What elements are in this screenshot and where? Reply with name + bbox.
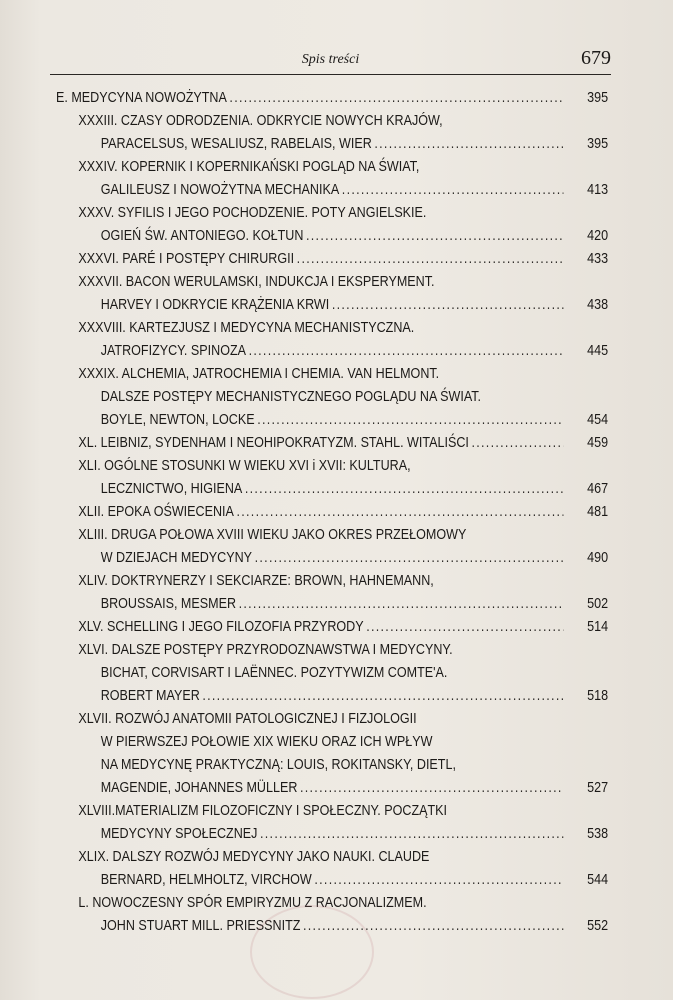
toc-entry-text: XLVI. DALSZE POSTĘPY PRZYRODOZNAWSTWA I MEDYCYNY. xyxy=(78,642,453,658)
dot-leader xyxy=(245,478,564,501)
toc-line xyxy=(56,616,608,639)
toc-page-number: 438 xyxy=(587,297,609,313)
toc-entry-text: XLIX. DALSZY ROZWÓJ MEDYCYNY JAKO NAUKI. CLAUDE xyxy=(78,849,430,865)
toc-entry-text: NA MEDYCYNĘ PRAKTYCZNĄ: LOUIS, ROKITANSKY, DIETL, xyxy=(100,757,456,773)
dot-leader xyxy=(314,869,563,892)
toc-line xyxy=(56,708,608,731)
toc-entry xyxy=(56,87,608,110)
toc-page-number: 433 xyxy=(587,251,609,267)
toc-line xyxy=(56,846,608,869)
toc-line xyxy=(56,731,608,754)
table-of-contents xyxy=(56,87,608,938)
toc-page-number: 420 xyxy=(587,228,609,244)
toc-entry-text: XXXVIII. KARTEZJUSZ I MEDYCYNA MECHANISTYCZNA. xyxy=(78,320,415,336)
dot-leader xyxy=(260,823,563,846)
dot-leader xyxy=(239,593,564,616)
dot-leader xyxy=(374,133,563,156)
toc-line xyxy=(56,685,608,708)
toc-line xyxy=(56,133,608,156)
toc-entry xyxy=(56,501,608,524)
toc-page-number: 481 xyxy=(587,504,609,520)
toc-entry-text: XLIII. DRUGA POŁOWA XVIII WIEKU JAKO OKRES PRZEŁOMOWY xyxy=(78,527,467,543)
running-header-title: Spis treści xyxy=(301,52,360,67)
dot-leader xyxy=(366,616,563,639)
toc-entry-text: W PIERWSZEJ POŁOWIE XIX WIEKU ORAZ ICH WPŁYW xyxy=(100,734,433,750)
toc-page-number: 518 xyxy=(587,688,609,704)
dot-leader xyxy=(342,179,564,202)
toc-entry-text: XLII. EPOKA OŚWIECENIA xyxy=(78,504,234,520)
toc-entry-text: XL. LEIBNIZ, SYDENHAM I NEOHIPOKRATYZM. STAHL. WITALIŚCI xyxy=(78,435,469,451)
toc-page-number: 502 xyxy=(587,596,609,612)
toc-line xyxy=(56,340,608,363)
toc-line xyxy=(56,478,608,501)
toc-line xyxy=(56,432,608,455)
toc-page-number: 395 xyxy=(587,90,609,106)
toc-line xyxy=(56,754,608,777)
toc-entry-text: DALSZE POSTĘPY MECHANISTYCZNEGO POGLĄDU NA ŚWIAT. xyxy=(100,389,482,405)
toc-line xyxy=(56,87,608,110)
toc-entry-text: W DZIEJACH MEDYCYNY xyxy=(100,550,253,566)
toc-entry-text: XXXIII. CZASY ODRODZENIA. ODKRYCIE NOWYCH KRAJÓW, xyxy=(78,113,443,129)
toc-page-number: 538 xyxy=(587,826,609,842)
toc-entry-text: XLV. SCHELLING I JEGO FILOZOFIA PRZYRODY xyxy=(78,619,364,635)
toc-line xyxy=(56,386,608,409)
toc-page-number: 490 xyxy=(587,550,609,566)
toc-entry-text: JOHN STUART MILL. PRIESSNITZ xyxy=(100,918,301,934)
toc-line xyxy=(56,202,608,225)
toc-line xyxy=(56,225,608,248)
dot-leader xyxy=(332,294,564,317)
toc-entry xyxy=(56,432,608,455)
toc-page-number: 467 xyxy=(587,481,609,497)
toc-entry-text: XLI. OGÓLNE STOSUNKI W WIEKU XVI i XVII: KULTURA, xyxy=(78,458,411,474)
dot-leader xyxy=(300,777,563,800)
toc-line xyxy=(56,156,608,179)
toc-line xyxy=(56,110,608,133)
toc-entry xyxy=(56,524,608,570)
dot-leader xyxy=(236,501,563,524)
toc-entry-text: BROUSSAIS, MESMER xyxy=(100,596,237,612)
toc-line xyxy=(56,455,608,478)
toc-page-number: 527 xyxy=(587,780,609,796)
toc-entry-text: XXXV. SYFILIS I JEGO POCHODZENIE. POTY ANGIELSKIE. xyxy=(78,205,427,221)
dot-leader xyxy=(297,248,564,271)
toc-line xyxy=(56,777,608,800)
toc-line xyxy=(56,409,608,432)
toc-entry xyxy=(56,455,608,501)
toc-entry-text: HARVEY I ODKRYCIE KRĄŻENIA KRWI xyxy=(100,297,330,313)
toc-page-number: 395 xyxy=(587,136,609,152)
toc-entry-text: LECZNICTWO, HIGIENA xyxy=(100,481,243,497)
toc-page-number: 454 xyxy=(587,412,609,428)
toc-entry-text: XLVII. ROZWÓJ ANATOMII PATOLOGICZNEJ I FIZJOLOGII xyxy=(78,711,417,727)
toc-line xyxy=(56,294,608,317)
toc-entry-text: GALILEUSZ I NOWOŻYTNA MECHANIKA xyxy=(100,182,340,198)
toc-line xyxy=(56,662,608,685)
toc-entry-text: ROBERT MAYER xyxy=(100,688,200,704)
toc-entry-text: BICHAT, CORVISART I LAËNNEC. POZYTYWIZM COMTE'A. xyxy=(100,665,448,681)
toc-page-number: 413 xyxy=(587,182,609,198)
dot-leader xyxy=(306,225,563,248)
toc-line xyxy=(56,570,608,593)
dot-leader xyxy=(202,685,563,708)
toc-line xyxy=(56,179,608,202)
toc-entry xyxy=(56,616,608,639)
toc-entry-text: MEDYCYNY SPOŁECZNEJ xyxy=(100,826,258,842)
toc-line xyxy=(56,800,608,823)
toc-entry xyxy=(56,248,608,271)
toc-entry-text: OGIEŃ ŚW. ANTONIEGO. KOŁTUN xyxy=(100,228,304,244)
toc-entry-text: XLVIII.MATERIALIZM FILOZOFICZNY I SPOŁECZNY. POCZĄTKI xyxy=(78,803,448,819)
toc-page-number: 552 xyxy=(587,918,609,934)
toc-entry xyxy=(56,202,608,248)
toc-entry-text: E. MEDYCYNA NOWOŻYTNA xyxy=(56,90,227,106)
toc-line xyxy=(56,363,608,386)
toc-line xyxy=(56,271,608,294)
toc-entry-text: L. NOWOCZESNY SPÓR EMPIRYZMU Z RACJONALIZMEM. xyxy=(78,895,427,911)
toc-page-number: 459 xyxy=(587,435,609,451)
toc-line xyxy=(56,593,608,616)
toc-entry xyxy=(56,570,608,616)
toc-entry xyxy=(56,846,608,892)
toc-page-number: 514 xyxy=(587,619,609,635)
toc-line xyxy=(56,248,608,271)
toc-line xyxy=(56,317,608,340)
dot-leader xyxy=(471,432,563,455)
faint-stamp xyxy=(250,905,374,999)
toc-page-number: 544 xyxy=(587,872,609,888)
toc-entry xyxy=(56,363,608,432)
toc-line xyxy=(56,524,608,547)
page-number: 679 xyxy=(581,47,611,69)
toc-line xyxy=(56,823,608,846)
toc-line xyxy=(56,639,608,662)
toc-entry-text: XLIV. DOKTRYNERZY I SEKCIARZE: BROWN, HAHNEMANN, xyxy=(78,573,434,589)
toc-entry xyxy=(56,317,608,363)
toc-entry xyxy=(56,271,608,317)
toc-entry xyxy=(56,800,608,846)
toc-entry-text: MAGENDIE, JOHANNES MÜLLER xyxy=(100,780,298,796)
running-header xyxy=(50,44,611,75)
toc-entry-text: JATROFIZYCY. SPINOZA xyxy=(100,343,247,359)
dot-leader xyxy=(229,87,563,110)
toc-entry xyxy=(56,156,608,202)
toc-entry xyxy=(56,110,608,156)
toc-line xyxy=(56,869,608,892)
toc-line xyxy=(56,501,608,524)
toc-page-number: 445 xyxy=(587,343,609,359)
toc-entry-text: PARACELSUS, WESALIUSZ, RABELAIS, WIER xyxy=(100,136,372,152)
dot-leader xyxy=(257,409,563,432)
toc-entry-text: BERNARD, HELMHOLTZ, VIRCHOW xyxy=(100,872,312,888)
dot-leader xyxy=(249,340,564,363)
dot-leader xyxy=(255,547,564,570)
toc-entry-text: XXXIX. ALCHEMIA, JATROCHEMIA I CHEMIA. VAN HELMONT. xyxy=(78,366,440,382)
toc-line xyxy=(56,547,608,570)
toc-entry xyxy=(56,639,608,708)
toc-entry-text: XXXIV. KOPERNIK I KOPERNIKAŃSKI POGLĄD NA ŚWIAT, xyxy=(78,159,420,175)
toc-entry-text: XXXVII. BACON WERULAMSKI, INDUKCJA I EKSPERYMENT. xyxy=(78,274,435,290)
toc-entry-text: BOYLE, NEWTON, LOCKE xyxy=(100,412,255,428)
toc-entry xyxy=(56,708,608,800)
toc-entry-text: XXXVI. PARÉ I POSTĘPY CHIRURGII xyxy=(78,251,295,267)
